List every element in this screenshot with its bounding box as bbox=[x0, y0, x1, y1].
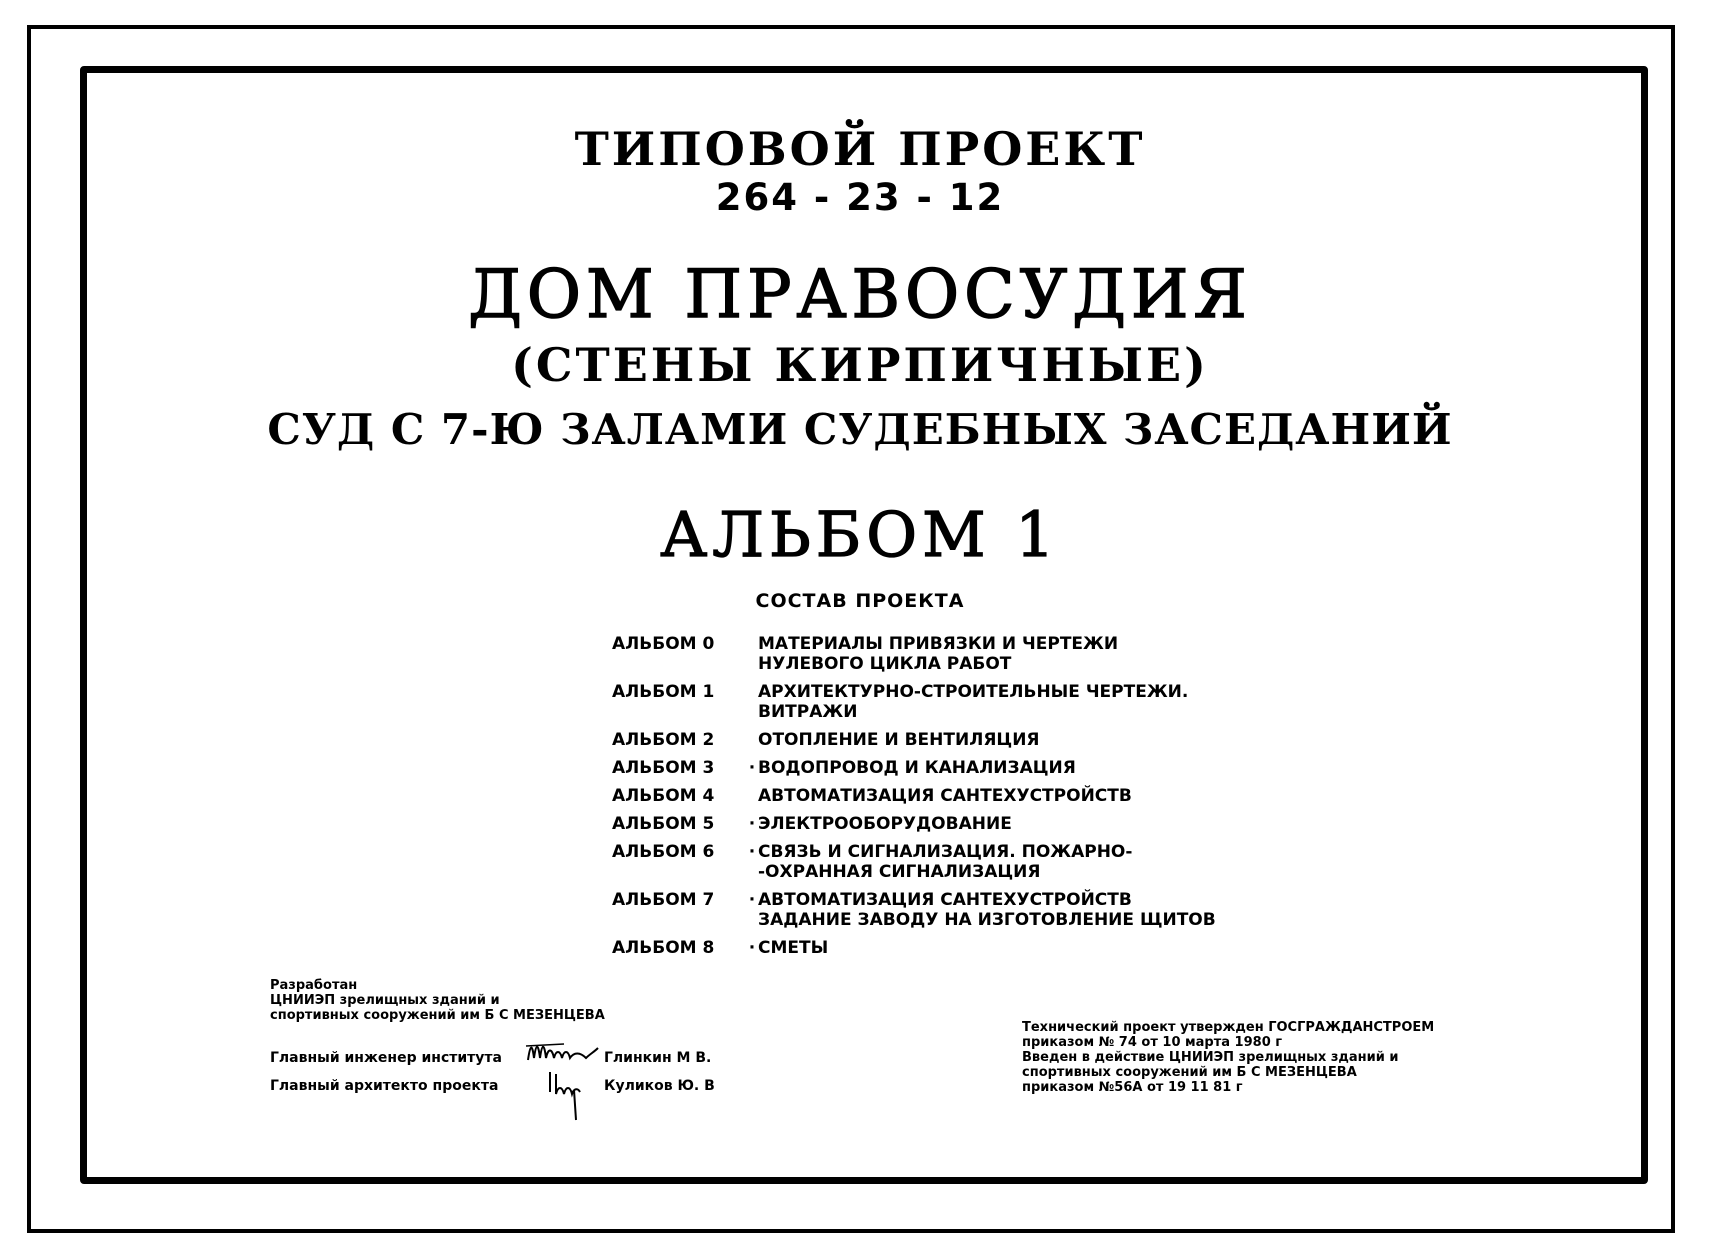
album-label: АЛЬБОМ 4 bbox=[612, 786, 715, 806]
album-description: АРХИТЕКТУРНО-СТРОИТЕЛЬНЫЕ ЧЕРТЕЖИ. ВИТРАЖИ bbox=[758, 682, 1189, 722]
album-row bbox=[612, 730, 1252, 750]
album-description: ВОДОПРОВОД И КАНАЛИЗАЦИЯ bbox=[758, 758, 1076, 778]
album-separator: · bbox=[748, 842, 756, 862]
album-row bbox=[612, 786, 1252, 806]
description: СУД С 7-Ю ЗАЛАМИ СУДЕБНЫХ ЗАСЕДАНИЙ bbox=[267, 405, 1453, 454]
album-description: АВТОМАТИЗАЦИЯ САНТЕХУСТРОЙСТВ bbox=[758, 786, 1132, 806]
album-row bbox=[612, 890, 1252, 930]
chief-architect-name: Куликов Ю. В bbox=[604, 1078, 715, 1094]
album-row bbox=[612, 938, 1252, 958]
album-separator: · bbox=[748, 938, 756, 958]
album-label: АЛЬБОМ 1 bbox=[612, 682, 715, 702]
chief-engineer-name: Глинкин М В. bbox=[604, 1050, 712, 1066]
chief-engineer-signature bbox=[524, 1038, 600, 1068]
album-description: СМЕТЫ bbox=[758, 938, 829, 958]
composition-heading: СОСТАВ ПРОЕКТА bbox=[755, 590, 965, 612]
album-row bbox=[612, 758, 1252, 778]
album-label: АЛЬБОМ 7 bbox=[612, 890, 715, 910]
album-separator: · bbox=[748, 814, 756, 834]
album-separator: · bbox=[748, 890, 756, 910]
album-row bbox=[612, 814, 1252, 834]
album-description: ОТОПЛЕНИЕ И ВЕНТИЛЯЦИЯ bbox=[758, 730, 1040, 750]
approval-info: Технический проект утвержден ГОСГРАЖДАНСТРОЕМ приказом № 74 от 10 марта 1980 г Введен в действие ЦНИИЭП зрелищных зданий и спортивных сооружений им Б С МЕЗЕНЦЕВА приказом №56А от 19 11 81 г bbox=[1022, 1020, 1435, 1095]
album-row bbox=[612, 842, 1252, 882]
album-label: АЛЬБОМ 3 bbox=[612, 758, 715, 778]
album-label: АЛЬБОМ 2 bbox=[612, 730, 715, 750]
album-label: АЛЬБОМ 5 bbox=[612, 814, 715, 834]
developer-info: Разработан ЦНИИЭП зрелищных зданий и спортивных сооружений им Б С МЕЗЕНЦЕВА bbox=[270, 978, 605, 1023]
project-number: 264 - 23 - 12 bbox=[715, 176, 1005, 219]
project-type: ТИПОВОЙ ПРОЕКТ bbox=[574, 122, 1146, 176]
album-label: АЛЬБОМ 0 bbox=[612, 634, 715, 654]
main-title: ДОМ ПРАВОСУДИЯ bbox=[468, 256, 1252, 333]
album-title: АЛЬБОМ 1 bbox=[660, 498, 1060, 571]
album-list bbox=[612, 634, 1252, 958]
album-description: СВЯЗЬ И СИГНАЛИЗАЦИЯ. ПОЖАРНО- -ОХРАННАЯ СИГНАЛИЗАЦИЯ bbox=[758, 842, 1133, 882]
album-label: АЛЬБОМ 6 bbox=[612, 842, 715, 862]
album-description: АВТОМАТИЗАЦИЯ САНТЕХУСТРОЙСТВ ЗАДАНИЕ ЗАВОДУ НА ИЗГОТОВЛЕНИЕ ЩИТОВ bbox=[758, 890, 1216, 930]
album-description: ЭЛЕКТРООБОРУДОВАНИЕ bbox=[758, 814, 1012, 834]
album-description: МАТЕРИАЛЫ ПРИВЯЗКИ И ЧЕРТЕЖИ НУЛЕВОГО ЦИКЛА РАБОТ bbox=[758, 634, 1119, 674]
subtitle: (СТЕНЫ КИРПИЧНЫЕ) bbox=[511, 338, 1209, 392]
album-label: АЛЬБОМ 8 bbox=[612, 938, 715, 958]
chief-engineer-title: Главный инженер института bbox=[270, 1050, 502, 1066]
album-row bbox=[612, 682, 1252, 722]
chief-architect-title: Главный архитекто проекта bbox=[270, 1078, 499, 1094]
album-separator: · bbox=[748, 758, 756, 778]
album-row bbox=[612, 634, 1252, 674]
